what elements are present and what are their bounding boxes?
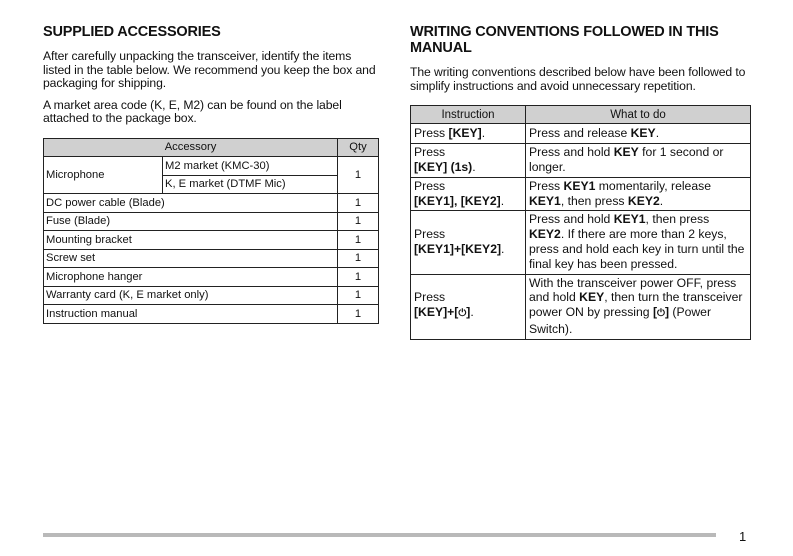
microphone-cell: Microphone [44, 157, 163, 194]
what-to-do-cell: Press and hold KEY1, then press KEY2. If there are more than 2 keys, press and hold each key in turn until the final key has been pressed. [526, 211, 751, 274]
unpacking-paragraph: After carefully unpacking the transceiver, identify the items listed in the table below. We recommend you keep the box and packaging for shipping. [43, 49, 376, 91]
accessory-item: Microphone hanger [44, 268, 338, 287]
accessory-item: Warranty card (K, E market only) [44, 286, 338, 305]
accessory-header: Accessory [44, 138, 338, 157]
table-row [44, 286, 379, 305]
microphone-variant-m2: M2 market (KMC-30) [163, 157, 338, 176]
conventions-table [410, 105, 751, 340]
table-row [44, 268, 379, 287]
what-to-do-cell: With the transceiver power OFF, press and hold KEY, then turn the transceiver power ON by pressing [⏻] (Power Switch). [526, 274, 751, 339]
what-to-do-cell: Press and hold KEY for 1 second or longer. [526, 144, 751, 178]
page-number: 1 [739, 529, 747, 544]
microphone-qty: 1 [338, 157, 379, 194]
accessory-qty: 1 [338, 194, 379, 213]
power-icon: ⏻ [458, 308, 467, 320]
accessory-qty: 1 [338, 305, 379, 324]
what-to-do-cell: Press KEY1 momentarily, release KEY1, then press KEY2. [526, 177, 751, 211]
table-row [411, 211, 751, 274]
accessory-item: Screw set [44, 249, 338, 268]
supplied-accessories-heading: SUPPLIED ACCESSORIES [43, 24, 221, 40]
instruction-cell: Press [KEY] (1s). [411, 144, 526, 178]
microphone-variant-ke: K, E market (DTMF Mic) [163, 175, 338, 194]
writing-conventions-section [410, 24, 751, 340]
accessory-qty: 1 [338, 286, 379, 305]
table-row [44, 194, 379, 213]
accessory-item: DC power cable (Blade) [44, 194, 338, 213]
table-row [44, 212, 379, 231]
market-code-paragraph: A market area code (K, E, M2) can be found on the label attached to the package box. [43, 97, 342, 126]
accessory-qty: 1 [338, 249, 379, 268]
conventions-paragraph: The writing conventions described below have been followed to simplify instructions and avoid unnecessary repetition. [410, 65, 746, 93]
table-row [411, 124, 751, 144]
table-row [44, 231, 379, 250]
instruction-cell: Press [KEY]+[⏻]. [411, 274, 526, 339]
accessory-item: Mounting bracket [44, 231, 338, 250]
writing-conventions-heading: WRITING CONVENTIONS FOLLOWED IN THIS MANUAL [410, 24, 719, 56]
table-row [44, 305, 379, 324]
instruction-header: Instruction [411, 106, 526, 124]
accessories-table [43, 138, 379, 324]
instruction-cell: Press [KEY]. [411, 124, 526, 144]
table-row [411, 144, 751, 178]
footer-divider [43, 533, 716, 537]
table-row [411, 274, 751, 339]
accessory-item: Fuse (Blade) [44, 212, 338, 231]
table-row [44, 249, 379, 268]
instruction-cell: Press [KEY1], [KEY2]. [411, 177, 526, 211]
accessory-qty: 1 [338, 268, 379, 287]
accessory-item: Instruction manual [44, 305, 338, 324]
table-row [411, 177, 751, 211]
supplied-accessories-section [43, 24, 379, 324]
what-to-do-header: What to do [526, 106, 751, 124]
qty-header: Qty [338, 138, 379, 157]
accessory-qty: 1 [338, 231, 379, 250]
what-to-do-cell: Press and release KEY. [526, 124, 751, 144]
power-icon: ⏻ [657, 308, 665, 320]
accessory-qty: 1 [338, 212, 379, 231]
instruction-cell: Press [KEY1]+[KEY2]. [411, 211, 526, 274]
